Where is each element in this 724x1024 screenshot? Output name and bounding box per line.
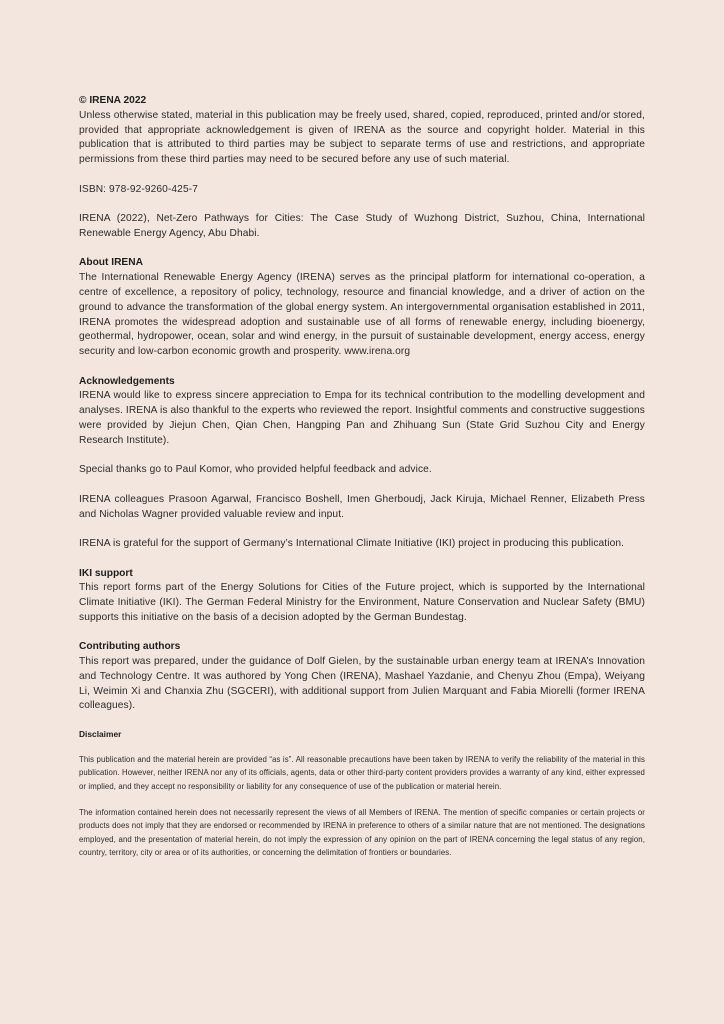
authors-text: This report was prepared, under the guidance of Dolf Gielen, by the sustainable urban energy team at IRENA’s Innovation and Technology Centre. It was authored by Yong Chen (IRENA), Mashael Yazdanie, and Chenyu Zhou (Empa), Weiyang Li, Weimin Xi and Chanxia Zhu (SGCERI), with additional support from Julien Marquant and Fabia Miorelli (former IRENA colleagues). <box>79 656 645 712</box>
disclaimer-heading: Disclaimer <box>79 729 122 740</box>
acknowledgements-paragraph: IRENA colleagues Prasoon Agarwal, Francisco Boshell, Imen Gherboudj, Jack Kiruja, Michael Renner, Elizabeth Press and Nicholas Wagner provided valuable review and input. <box>79 493 645 520</box>
acknowledgements-section <box>79 375 645 553</box>
isbn: ISBN: 978-92-9260-425-7 <box>79 183 198 195</box>
acknowledgements-paragraph: IRENA would like to express sincere appreciation to Empa for its technical contribution to the modelling development and analyses. IRENA is also thankful to the experts who reviewed the report. Insightful comments and constructive suggestions were provided by Jiejun Chen, Qian Chen, Hangping Pan and Zhihuang Sun (State Grid Suzhou City and Energy Research Institute). <box>79 390 645 446</box>
authors-heading: Contributing authors <box>79 641 181 653</box>
citation: IRENA (2022), Net-Zero Pathways for Cities: The Case Study of Wuzhong District, Suzhou, China, International Renewable Energy Agency, Abu Dhabi. <box>79 213 645 240</box>
disclaimer-paragraph: This publication and the material herein are provided “as is”. All reasonable precautions have been taken by IRENA to verify the reliability of the material in this publication. However, neither IRENA nor any of its officials, agents, data or other third-party content providers provides a warranty of any kind, either expressed or implied, and they accept no responsibility or liability for any consequence of use of the publication or material herein. <box>79 754 645 791</box>
iki-heading: IKI support <box>79 567 133 579</box>
copyright-heading: © IRENA 2022 <box>79 95 147 106</box>
iki-text: This report forms part of the Energy Solutions for Cities of the Future project, which is supported by the International Climate Initiative (IKI). The German Federal Ministry for the Environment, Nature Conservation and Nuclear Safety (BMU) supports this initiative on the basis of a decision adopted by the German Bundestag. <box>79 582 645 623</box>
copyright-text: Unless otherwise stated, material in this publication may be freely used, shared, copied, reproduced, printed and/or stored, provided that appropriate acknowledgement is given of IRENA as the source and copyright holder. Material in this publication that is attributed to third parties may be subject to separate terms of use and restrictions, and appropriate permissions from these third parties may need to be secured before any use of such material. <box>79 109 645 166</box>
about-text: The International Renewable Energy Agency (IRENA) serves as the principal platform for international co-operation, a centre of excellence, a repository of policy, technology, resource and financial knowledge, and a driver of action on the ground to advance the transformation of the global energy system. An intergovernmental organisation established in 2011, IRENA promotes the widespread adoption and sustainable use of all forms of renewable energy, including bioenergy, geothermal, hydropower, ocean, solar and wind energy, in the pursuit of sustainable development, energy access, energy security and low-carbon economic growth and prosperity. www.irena.org <box>79 272 645 358</box>
document-body <box>79 94 645 859</box>
acknowledgements-paragraph: Special thanks go to Paul Komor, who provided helpful feedback and advice. <box>79 464 432 476</box>
copyright-section <box>79 94 645 168</box>
disclaimer-section <box>79 728 645 859</box>
about-heading: About IRENA <box>79 257 143 269</box>
authors-section <box>79 640 645 714</box>
acknowledgements-paragraph: IRENA is grateful for the support of Germany’s International Climate Initiative (IKI) project in producing this publication. <box>79 538 625 550</box>
acknowledgements-heading: Acknowledgements <box>79 375 175 387</box>
iki-section <box>79 567 645 626</box>
about-section <box>79 256 645 360</box>
disclaimer-paragraph: The information contained herein does not necessarily represent the views of all Members of IRENA. The mention of specific companies or certain projects or products does not imply that they are endorsed or recommended by IRENA in preference to others of a similar nature that are not mentioned. The designations employed, and the presentation of material herein, do not imply the expression of any opinion on the part of IRENA concerning the legal status of any region, country, territory, city or area or of its authorities, or concerning the delimitation of frontiers or boundaries. <box>79 808 645 858</box>
